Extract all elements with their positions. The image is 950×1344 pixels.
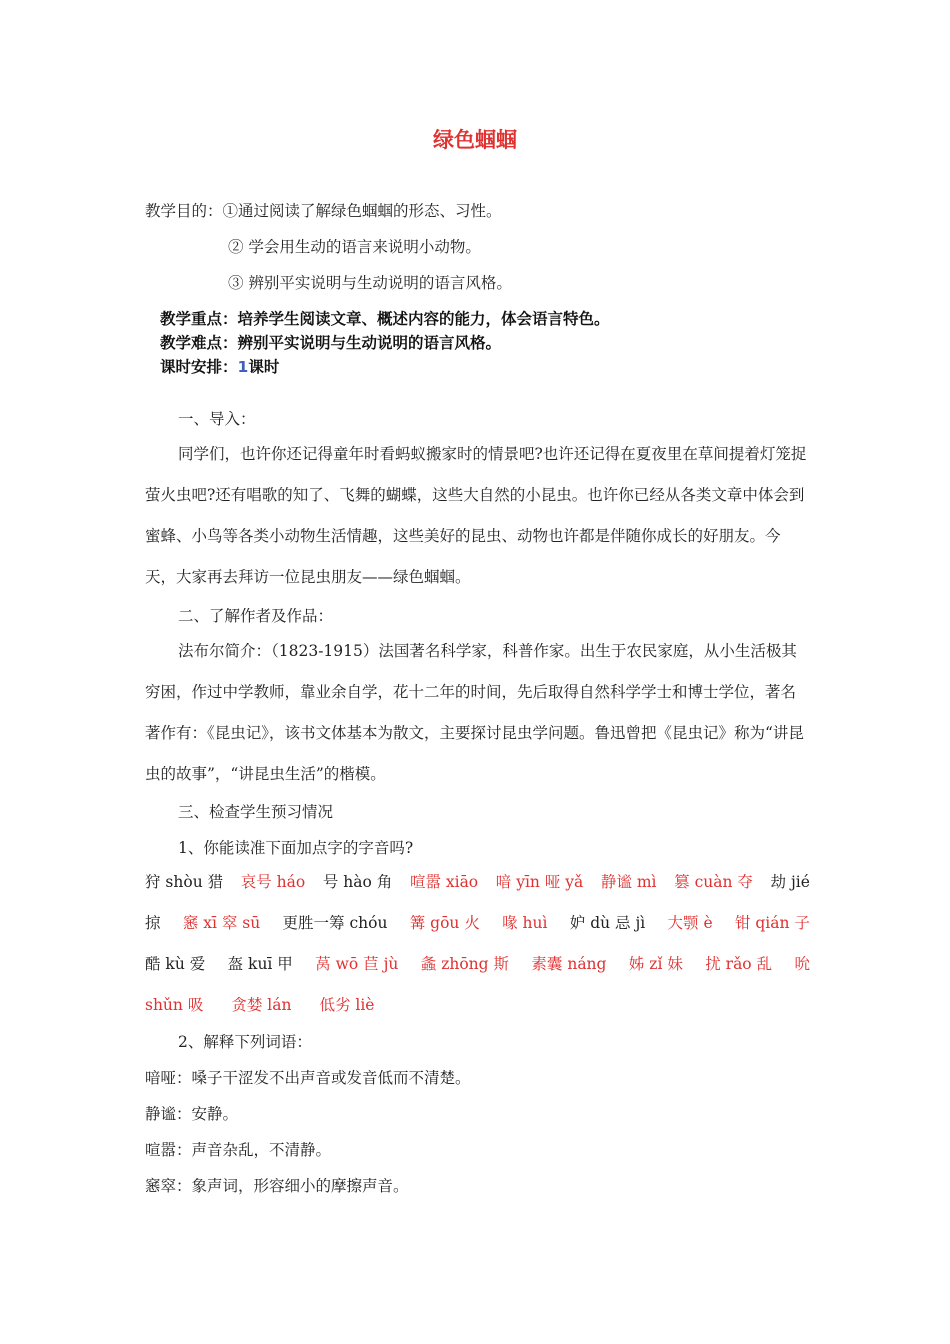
pinyin-item: 螽 zhōng 斯 xyxy=(420,955,510,973)
pinyin-item: 喙 huì xyxy=(502,914,548,932)
pinyin-item: 静谧 mì xyxy=(600,873,657,891)
pinyin-item: 盔 kuī 甲 xyxy=(227,955,293,973)
definition-item: 窸窣：象声词，形容细小的摩擦声音。 xyxy=(145,1177,409,1195)
pinyin-item: 素囊 náng xyxy=(531,955,607,973)
schedule xyxy=(160,356,279,378)
objectives-label: 教学目的： xyxy=(145,202,223,220)
pinyin-item: 篡 cuàn 夺 xyxy=(674,873,753,891)
pinyin-item: shǔn 吸 xyxy=(145,996,204,1014)
schedule-num: 1 xyxy=(237,358,249,376)
section2-paragraph: 法布尔简介：（1823-1915）法国著名科学家，科普作家。出生于农民家庭，从小生活极其穷困，作过中学教师，靠业余自学，花十二年的时间，先后取得自然科学学士和博士学位，著名著作有：《昆虫记》，该书文体基本为散文，主要探讨昆虫学问题。鲁迅曾把《昆虫记》称为“讲昆虫的故事”，“讲昆虫生活”的楷模。 xyxy=(145,642,804,783)
pinyin-item: 更胜一筹 chóu xyxy=(282,914,388,932)
definition-item: 静谧：安静。 xyxy=(145,1105,239,1123)
schedule-unit: 课时 xyxy=(248,358,280,376)
pinyin-item: 姊 zǐ 妹 xyxy=(628,955,683,973)
pinyin-item: 窸 xī 窣 sū xyxy=(182,914,261,932)
pinyin-item: 劫 jié xyxy=(770,873,810,891)
section3-heading: 三、检查学生预习情况 xyxy=(178,803,334,821)
pinyin-row-3 xyxy=(145,953,810,975)
pinyin-item: 低劣 liè xyxy=(319,996,375,1014)
section1-paragraph: 同学们，也许你还记得童年时看蚂蚁搬家时的情景吧?也许还记得在夏夜里在草间提着灯笼捉萤火虫吧?还有唱歌的知了、飞舞的蝴蝶，这些大自然的小昆虫。也许你已经从各类文章中体会到蜜蜂、小鸟等各类小动物生活情趣，这些美好的昆虫、动物也许都是伴随你成长的好朋友。今天，大家再去拜访一位昆虫朋友——绿色蝈蝈。 xyxy=(145,445,807,586)
section1-heading: 一、导入： xyxy=(178,410,256,428)
pinyin-item: 喑 yīn 哑 yǎ xyxy=(495,873,584,891)
section2-heading: 二、了解作者及作品： xyxy=(178,607,334,625)
pinyin-row-4 xyxy=(145,994,810,1016)
pinyin-item: 狩 shòu 猎 xyxy=(145,873,224,891)
pinyin-row-1 xyxy=(145,871,810,893)
question-1: 1、你能读准下面加点字的字音吗? xyxy=(178,839,414,857)
pinyin-item: 哀号 háo xyxy=(240,873,306,891)
pinyin-item: 莴 wō 苣 jù xyxy=(315,955,399,973)
key-point: 教学重点：培养学生阅读文章、概述内容的能力，体会语言特色。 xyxy=(160,310,610,328)
pinyin-item: 掠 xyxy=(145,914,161,932)
pinyin-item: 扰 rǎo 乱 xyxy=(705,955,773,973)
schedule-label: 课时安排： xyxy=(160,358,238,376)
pinyin-item: 篝 gōu 火 xyxy=(409,914,480,932)
objectives-line-1 xyxy=(145,200,502,222)
objective-item-3: ③ 辨别平实说明与生动说明的语言风格。 xyxy=(228,274,512,292)
difficulty: 教学难点：辨别平实说明与生动说明的语言风格。 xyxy=(160,334,502,352)
pinyin-item: 贪婪 lán xyxy=(231,996,292,1014)
objective-item-1: ①通过阅读了解绿色蝈蝈的形态、习性。 xyxy=(222,202,502,220)
definition-item: 喧嚣：声音杂乱，不清静。 xyxy=(145,1141,332,1159)
pinyin-item: 吮 xyxy=(794,955,810,973)
pinyin-item: 钳 qián 子 xyxy=(734,914,810,932)
pinyin-item: 酷 kù 爱 xyxy=(145,955,206,973)
pinyin-row-2 xyxy=(145,912,810,934)
question-2: 2、解释下列词语： xyxy=(178,1033,312,1051)
objective-item-2: ② 学会用生动的语言来说明小动物。 xyxy=(228,238,481,256)
document-title: 绿色蝈蝈 xyxy=(433,128,517,152)
pinyin-item: 大颚 è xyxy=(667,914,713,932)
pinyin-item: 号 hào 角 xyxy=(322,873,393,891)
definition-item: 喑哑：嗓子干涩发不出声音或发音低而不清楚。 xyxy=(145,1069,471,1087)
pinyin-item: 喧嚣 xiāo xyxy=(409,873,479,891)
pinyin-item: 妒 dù 忌 jì xyxy=(569,914,646,932)
